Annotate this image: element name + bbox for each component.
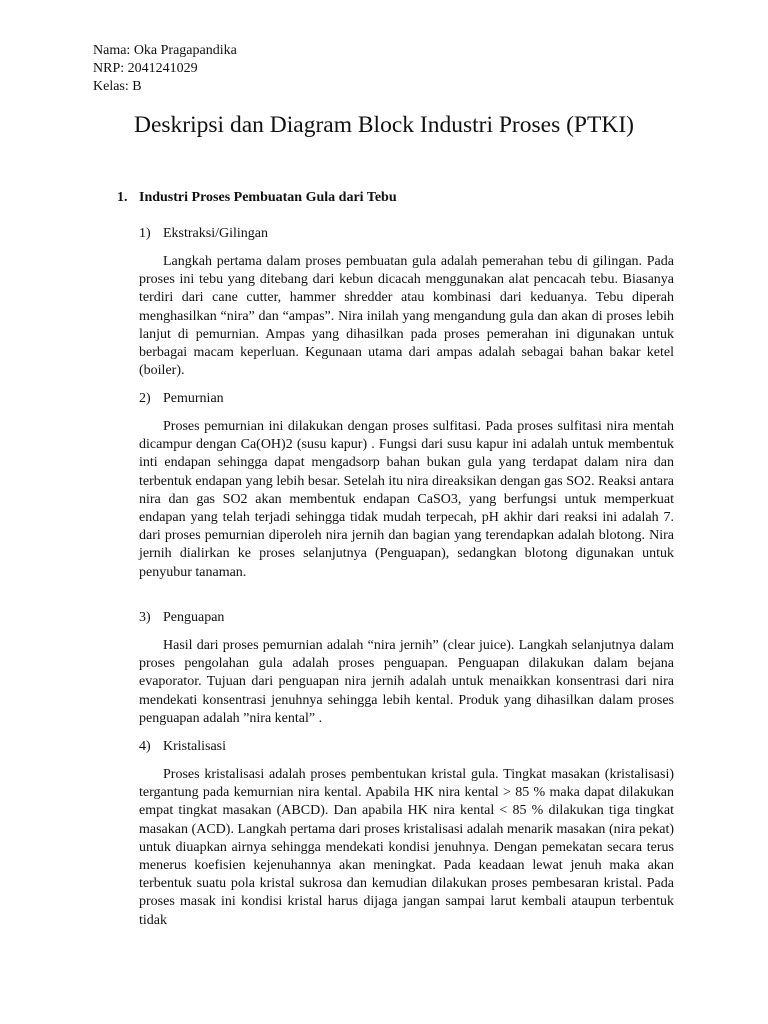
student-class: Kelas: B (93, 79, 142, 94)
subsection-heading-kristalisasi (139, 737, 226, 757)
paragraph-penguapan: Hasil dari proses pemurnian adalah “nira jernih” (clear juice). Langkah selanjutnya dalam proses pengolahan gula adalah proses penguapan. Penguapan dilakukan dalam bejana evaporator. Tujuan dari penguapan nira jernih adalah untuk menaikkan konsentrasi dari nira mendekati konsentrasi jenuhnya sehingga lebih kental. Produk yang dihasilkan dalam proses penguapan adalah ”nira kental” . (139, 638, 674, 726)
subsection-title: Kristalisasi (163, 739, 226, 754)
paragraph-pemurnian: Proses pemurnian ini dilakukan dengan proses sulfitasi. Pada proses sulfitasi nira mentah dicampur dengan Ca(OH)2 (susu kapur) . Fungsi dari susu kapur ini adalah untuk membentuk inti endapan sehingga dapat mengadsorp bahan bukan gula yang terdapat dalam nira dan terbentuk endapan yang lebih besar. Setelah itu nira direaksikan dengan gas SO2. Reaksi antara nira dan gas SO2 akan membentuk endapan CaSO3, yang berfungsi untuk memperkuat endapan yang telah terjadi sehingga tidak mudah terpecah, pH akhir dari reaksi ini adalah 7. dari proses pemurnian diperoleh nira jernih dan bagian yang terendapkan adalah blotong. Nira jernih dialirkan ke proses selanjutnya (Penguapan), sedangkan blotong digunakan untuk penyubur tanaman. (139, 419, 674, 580)
paragraph-kristalisasi: Proses kristalisasi adalah proses pembentukan kristal gula. Tingkat masakan (kristalisasi) tergantung pada kemurnian nira kental. Apabila HK nira kental > 85 % maka dapat dilakukan empat tingkat masakan (ABCD). Dan apabila HK nira kental < 85 % dilakukan tiga tingkat masakan (ACD). Langkah pertama dari proses kristalisasi adalah menarik masakan (nira pekat) untuk diuapkan airnya sehingga mendekati kondisi jenuhnya. Dengan pemekatan secara terus menerus koefisien kejenuhannya akan meningkat. Pada keadaan lewat jenuh maka akan terbentuk suatu pola kristal sukrosa dan kemudian dilakukan proses pembesaran kristal. Pada proses masak ini kondisi kristal harus dijaga jangan sampai larut kembali ataupun terbentuk tidak (139, 767, 674, 928)
subsection-title: Ekstraksi/Gilingan (163, 226, 268, 241)
student-nrp: NRP: 2041241029 (93, 61, 198, 76)
subsection-number: 2) (139, 391, 151, 406)
subsection-number: 4) (139, 739, 151, 754)
paragraph-ekstraksi: Langkah pertama dalam proses pembuatan gula adalah pemerahan tebu di gilingan. Pada proses ini tebu yang ditebang dari kebun dicacah menggunakan alat pencacah tebu. Biasanya terdiri dari cane cutter, hammer shredder atau kombinasi dari keduanya. Tebu diperah menghasilkan “nira” dan “ampas”. Nira inilah yang mengandung gula dan akan di proses lebih lanjut di pemurnian. Ampas yang dihasilkan pada proses pemerahan ini digunakan untuk berbagai macam keperluan. Kegunaan utama dari ampas adalah sebagai bahan bakar ketel (boiler). (139, 254, 674, 379)
subsection-title: Pemurnian (163, 391, 224, 406)
subsection-heading-pemurnian (139, 389, 224, 409)
subsection-title: Penguapan (163, 610, 225, 625)
subsection-heading-ekstraksi (139, 224, 268, 244)
section-heading (117, 188, 397, 208)
subsection-number: 1) (139, 226, 151, 241)
section-title: Industri Proses Pembuatan Gula dari Tebu (139, 190, 397, 205)
document-title: Deskripsi dan Diagram Block Industri Proses (PTKI) (134, 112, 634, 138)
subsection-number: 3) (139, 610, 151, 625)
subsection-heading-penguapan (139, 608, 224, 628)
section-number: 1. (117, 190, 128, 205)
student-info (93, 42, 237, 96)
student-name: Nama: Oka Pragapandika (93, 43, 237, 58)
